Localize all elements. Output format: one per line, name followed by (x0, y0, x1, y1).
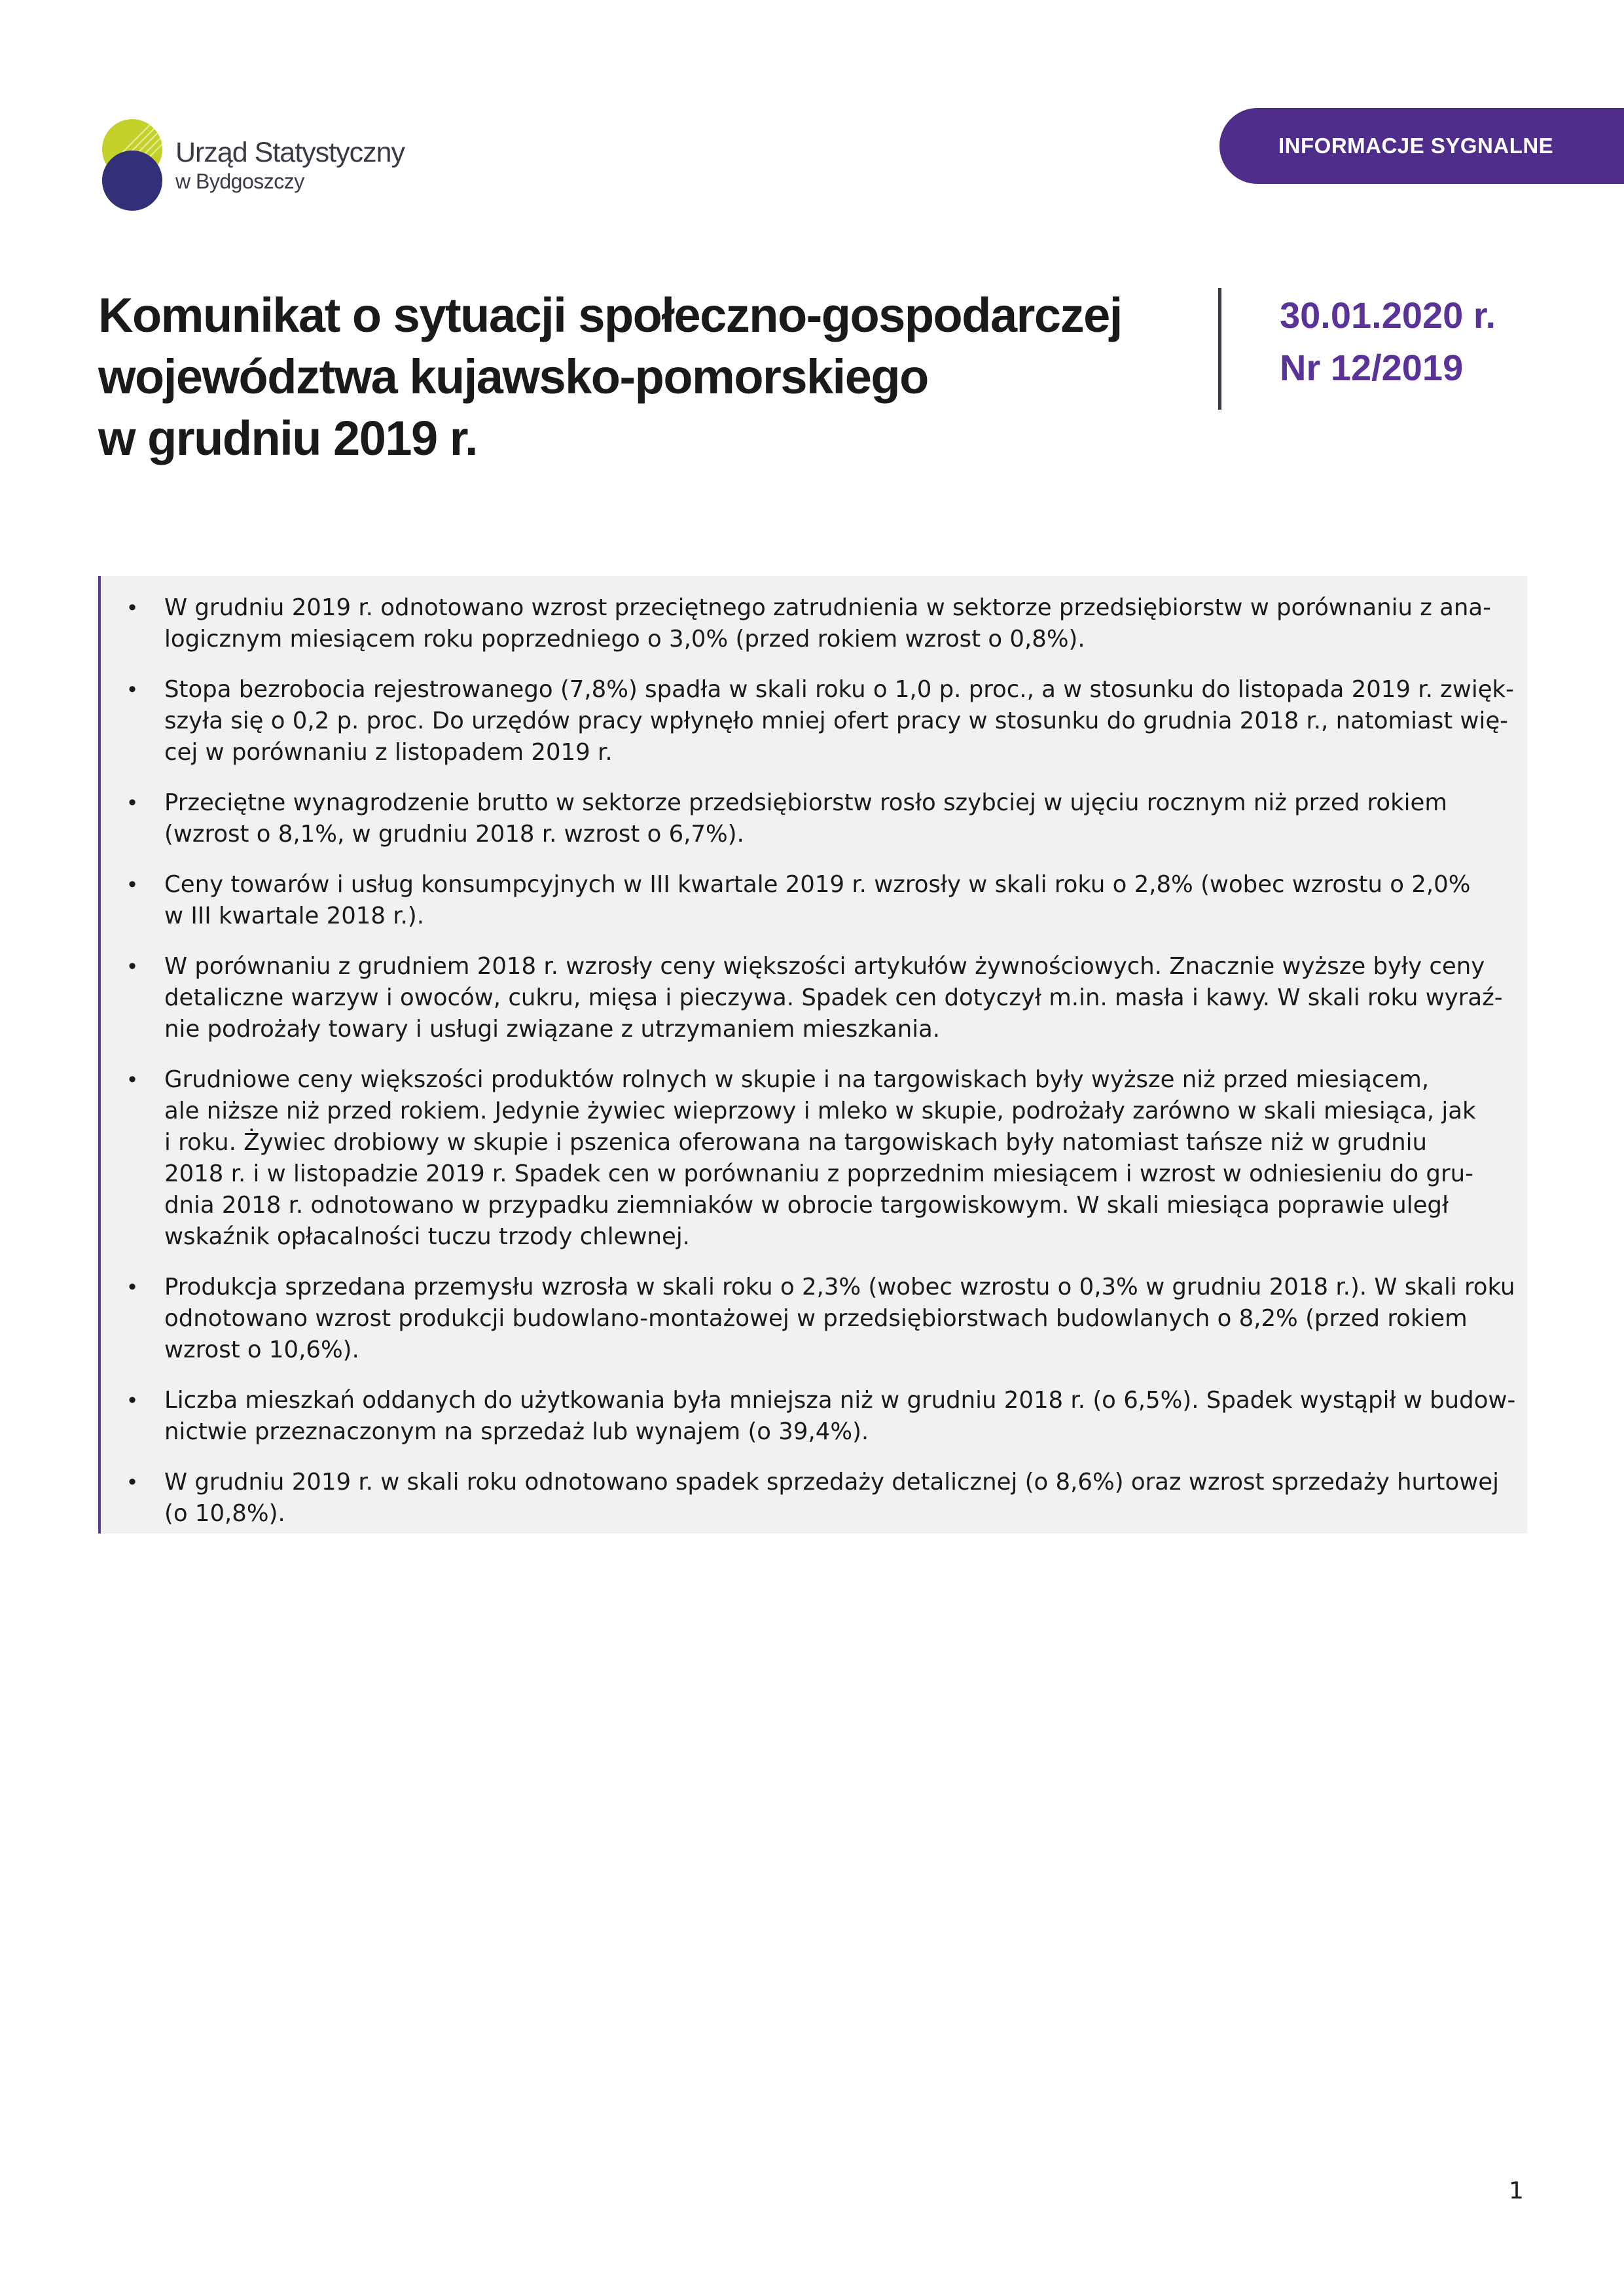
summary-item-line: detaliczne warzyw i owoców, cukru, mięsa i pieczywa. Spadek cen dotyczył m.in. masła i kawy. W skali roku wyraź- (164, 984, 1503, 1011)
summary-item-line: dnia 2018 r. odnotowano w przypadku ziemniaków w obrocie targowiskowym. W skali miesiąca poprawie uległ (164, 1192, 1449, 1219)
bullet-icon: • (126, 1388, 139, 1413)
summary-item-line: (o 10,8%). (164, 1500, 285, 1527)
summary-item-line: Grudniowe ceny większości produktów rolnych w skupie i na targowiskach były wyższe niż przed miesiącem, (164, 1066, 1430, 1093)
summary-item-line: Stopa bezrobocia rejestrowanego (7,8%) spadła w skali roku o 1,0 p. proc., a w stosunku do listopada 2019 r. zwięk- (164, 676, 1514, 703)
logo-name: Urząd Statystyczny (175, 137, 405, 168)
summary-item-line: Ceny towarów i usług konsumpcyjnych w III kwartale 2019 r. wzrosły w skali roku o 2,8% (wobec wzrostu o 2,0% (164, 871, 1471, 898)
summary-item-line: W grudniu 2019 r. odnotowano wzrost przeciętnego zatrudnienia w sektorze przedsiębiorstw w porównaniu z ana- (164, 594, 1491, 621)
summary-item-line: Liczba mieszkań oddanych do użytkowania była mniejsza niż w grudniu 2018 r. (o 6,5%). Spadek wystąpił w budow- (164, 1387, 1516, 1414)
bullet-icon: • (126, 1067, 139, 1092)
summary-item (101, 869, 1527, 932)
summary-box (98, 576, 1527, 1534)
summary-item-line: Produkcja sprzedana przemysłu wzrosła w skali roku o 2,3% (wobec wzrostu o 0,3% w grudniu 2018 r.). W skali roku (164, 1274, 1515, 1300)
summary-item-line: odnotowano wzrost produkcji budowlano-montażowej w przedsiębiorstwach budowlanych o 8,2% (przed rokiem (164, 1305, 1468, 1332)
bullet-icon: • (126, 677, 139, 702)
bullet-icon: • (126, 596, 139, 620)
summary-item-line: cej w porównaniu z listopadem 2019 r. (164, 739, 613, 766)
summary-item (101, 592, 1527, 655)
title-line: w grudniu 2019 r. (98, 411, 478, 465)
summary-item-line: wzrost o 10,6%). (164, 1336, 359, 1363)
title-divider (1218, 288, 1221, 410)
summary-item (101, 674, 1527, 768)
summary-item (101, 951, 1527, 1045)
logo-city: w Bydgoszczy (175, 170, 304, 193)
bullet-icon: • (126, 791, 139, 816)
summary-item-line: (wzrost o 8,1%, w grudniu 2018 r. wzrost o 6,7%). (164, 821, 744, 848)
publication-meta (1280, 289, 1496, 394)
summary-item (101, 1385, 1527, 1448)
title-line: Komunikat o sytuacji społeczno-gospodarczej (98, 288, 1122, 342)
publication-date: 30.01.2020 r. (1280, 295, 1496, 336)
summary-item-line: w III kwartale 2018 r.). (164, 903, 425, 929)
category-badge: INFORMACJE SYGNALNE (1219, 108, 1624, 184)
summary-list (101, 592, 1527, 1549)
summary-item-line: wskaźnik opłacalności tuczu trzody chlewnej. (164, 1223, 690, 1250)
summary-item-line: W grudniu 2019 r. w skali roku odnotowano spadek sprzedaży detalicznej (o 8,6%) oraz wzrost sprzedaży hurtowej (164, 1469, 1500, 1496)
summary-item-line: i roku. Żywiec drobiowy w skupie i pszenica oferowana na targowiskach były natomiast tańsze niż w grudniu (164, 1129, 1427, 1156)
office-logo (99, 117, 414, 215)
summary-item (101, 1467, 1527, 1530)
page-number: 1 (1509, 2178, 1524, 2204)
summary-item-line: Przeciętne wynagrodzenie brutto w sektorze przedsiębiorstw rosło szybciej w ujęciu rocznym niż przed rokiem (164, 789, 1447, 816)
summary-item (101, 1272, 1527, 1366)
bullet-icon: • (126, 1275, 139, 1300)
publication-number: Nr 12/2019 (1280, 347, 1464, 388)
logo-emblem-icon (99, 117, 165, 213)
summary-item-line: 2018 r. i w listopadzie 2019 r. Spadek cen w porównaniu z poprzednim miesiącem i wzrost w odniesieniu do gru- (164, 1160, 1473, 1187)
logo-text (175, 136, 405, 194)
summary-item-line: nie podrożały towary i usługi związane z utrzymaniem mieszkania. (164, 1016, 941, 1043)
title-line: województwa kujawsko-pomorskiego (98, 350, 928, 404)
bullet-icon: • (126, 954, 139, 979)
summary-item-line: nictwie przeznaczonym na sprzedaż lub wynajem (o 39,4%). (164, 1418, 869, 1445)
summary-item (101, 787, 1527, 850)
summary-item-line: ale niższe niż przed rokiem. Jedynie żywiec wieprzowy i mleko w skupie, podrożały zarówno w skali miesiąca, jak (164, 1098, 1476, 1124)
summary-item (101, 1064, 1527, 1253)
bullet-icon: • (126, 872, 139, 897)
summary-item-line: W porównaniu z grudniem 2018 r. wzrosły ceny większości artykułów żywnościowych. Znacznie wyższe były ceny (164, 953, 1485, 980)
summary-item-line: logicznym miesiącem roku poprzedniego o 3,0% (przed rokiem wzrost o 0,8%). (164, 626, 1085, 653)
summary-item-line: szyła się o 0,2 p. proc. Do urzędów pracy wpłynęło mniej ofert pracy w stosunku do grudnia 2018 r., natomiast wię- (164, 708, 1508, 734)
document-title (98, 285, 1146, 469)
bullet-icon: • (126, 1470, 139, 1495)
